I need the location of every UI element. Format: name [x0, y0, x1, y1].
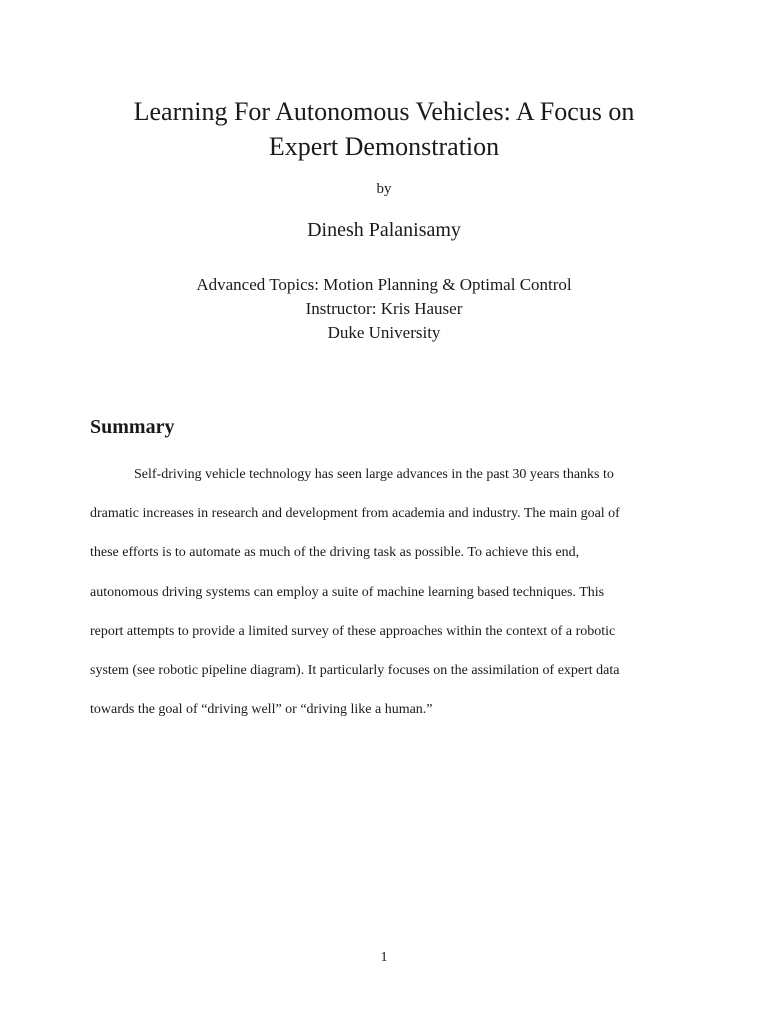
affiliation-block — [0, 273, 768, 345]
course-name: Advanced Topics: Motion Planning & Optimal Control — [196, 275, 572, 294]
summary-line: system (see robotic pipeline diagram). It particularly focuses on the assimilation of expert data — [90, 663, 620, 679]
document-title — [60, 94, 708, 164]
title-line: Expert Demonstration — [268, 132, 500, 161]
by-line: by — [376, 181, 392, 197]
summary-line: towards the goal of “driving well” or “driving like a human.” — [90, 702, 433, 718]
summary-line: dramatic increases in research and development from academia and industry. The main goal of — [90, 506, 620, 522]
summary-line: report attempts to provide a limited survey of these approaches within the context of a robotic — [90, 623, 616, 639]
section-heading-summary: Summary — [90, 416, 175, 438]
author-name: Dinesh Palanisamy — [307, 219, 461, 241]
summary-paragraph — [90, 455, 680, 729]
page-number: 1 — [380, 950, 388, 965]
title-line: Learning For Autonomous Vehicles: A Focus on — [133, 97, 635, 126]
instructor-name: Instructor: Kris Hauser — [305, 299, 463, 318]
summary-line: these efforts is to automate as much of the driving task as possible. To achieve this end, — [90, 545, 580, 561]
university-name: Duke University — [327, 323, 441, 342]
summary-line: Self-driving vehicle technology has seen large advances in the past 30 years thanks to — [134, 467, 614, 482]
summary-line: autonomous driving systems can employ a suite of machine learning based techniques. This — [90, 584, 605, 600]
